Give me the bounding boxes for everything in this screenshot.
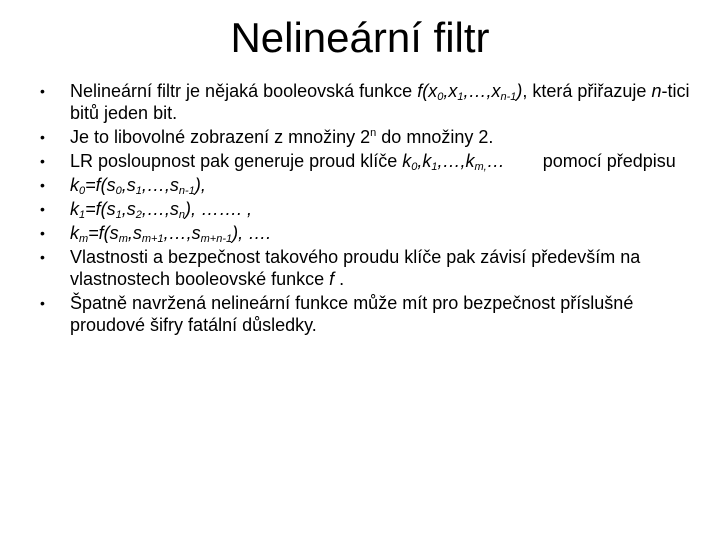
keystream-notation: $k_0,k_1,\dots,k_{m,}\dots$ [402,151,505,173]
bullet-text: LR posloupnost pak generuje proud klíče $k_0,k_1,\dots,k_{m,}\dots$ pomocí předpisu [70,151,676,173]
bullet-item-security [40,246,705,290]
bullet-icon: • [40,83,45,99]
bullet-item-keystream [40,150,705,172]
bullet-icon: • [40,177,45,193]
bullet-item-warning [40,292,705,336]
bullet-icon: • [40,129,45,145]
bullet-item-formula-km [40,222,705,244]
formula-text: $k_m=f(s_m,s_{m+1},\dots,s_{m+n-1})$, …. [70,223,272,245]
bullet-text: Špatně navržená nelineární funkce může mít pro bezpečnost příslušné proudové šifry fatální důsledky. [70,293,634,335]
bullet-list [40,80,705,338]
bullet-item-definition [40,80,705,124]
slide-title: Nelineární filtr [230,14,490,61]
bullet-text: Je to libovolné zobrazení z množiny 2$^n$ do množiny 2. [70,127,494,147]
bullet-icon: • [40,249,45,265]
bullet-text: Nelineární filtr je nějaká booleovská funkce $f(x_0,x_1,\dots,x_{n-1})$, která přiřazuje n-tici bitů jeden bit. [70,81,690,123]
bullet-icon: • [40,201,45,217]
formula-text: $k_1=f(s_1,s_2,\dots,s_n)$, ……. , [70,199,253,221]
bullet-icon: • [40,295,45,311]
function-notation: $f(x_0,x_1,\dots,x_{n-1})$ [417,81,523,103]
bullet-item-formula-k0 [40,174,705,196]
bullet-item-mapping [40,126,705,148]
formula-text: $k_0=f(s_0,s_1,\dots,s_{n-1})$, [70,175,206,197]
bullet-icon: • [40,225,45,241]
bullet-text: Vlastnosti a bezpečnost takového proudu klíče pak závisí především na vlastnostech booleovské funkce f . [70,247,641,289]
bullet-icon: • [40,153,45,169]
bullet-item-formula-k1 [40,198,705,220]
